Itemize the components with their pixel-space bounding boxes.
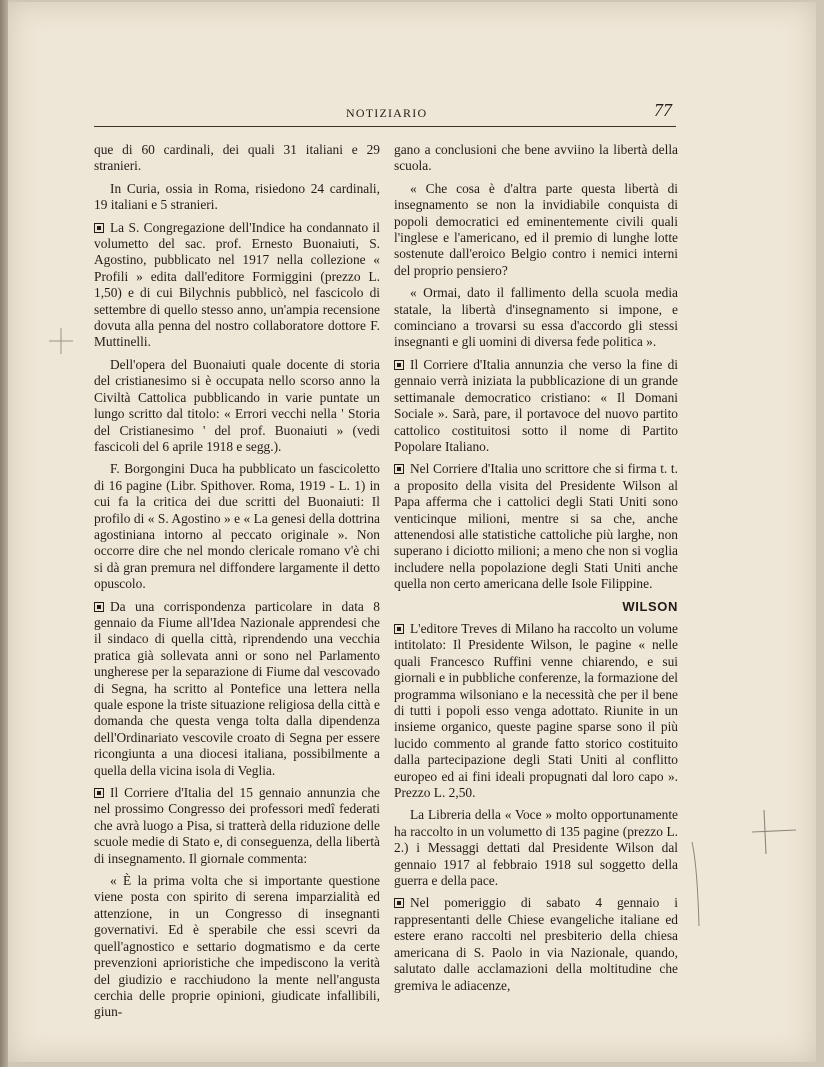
page-spine-shadow — [0, 0, 8, 1067]
paragraph-text: La Libreria della « Voce » molto opportunamente ha raccolto in un volumetto di 135 pagine (prezzo L. 2.) i Messaggi dettati dal Presidente Wilson dal gennaio 1917 al febbraio 1918 sul soggetto della guerra e della pace. — [394, 807, 678, 889]
paragraph-text: F. Borgongini Duca ha pubblicato un fascicoletto di 16 pagine (Libr. Spithover. Roma, 1919 - L. 1) in cui fa la critica dei due scritti del Buonaiuti: Il profilo di « S. Agostino » e « La genesi della dottrina agostiniana intorno al peccato originale ». Non occorre dire che nel mondo clericale romano v'è chi si dà gran premura nel diffondere largamente il detto opuscolo. — [94, 461, 380, 592]
section-heading: WILSON — [622, 598, 678, 614]
paragraph — [94, 461, 380, 592]
paragraph-text: Il Corriere d'Italia annunzia che verso la fine di gennaio verrà iniziata la pubblicazione di un grande settimanale democratico cristiano: « Il Domani Sociale ». Sarà, pare, il portavoce del nuovo partito cattolico costituitosi sotto il nome di Partito Popolare Italiano. — [394, 356, 678, 454]
paragraph — [394, 181, 678, 279]
pencil-cross-mark — [750, 808, 798, 856]
paragraph-text: que di 60 cardinali, dei quali 31 italiani e 29 stranieri. — [94, 142, 380, 174]
boxed-bullet-icon — [394, 360, 404, 370]
boxed-bullet-icon — [94, 602, 104, 612]
boxed-bullet-icon — [394, 624, 404, 634]
pencil-cross-mark — [46, 326, 76, 356]
paragraph-text: L'editore Treves di Milano ha raccolto un volume intitolato: Il Presidente Wilson, le pagine « nelle quali Francesco Ruffini venne chiarendo, e sui giornali e in pubbliche conferenze, la formazione del programma wilsoniano e la necessità che per il bene di tutti i popoli esso venga adottato. Riunite in un insieme organico, queste pagine sparse sono il più lucido commento al grande fatto storico costituito dalla partecipazione degli Stati Uniti al conflitto europeo ed ai fini ideali propugnati dal loro capo ». Prezzo L. 2,50. — [394, 620, 678, 801]
boxed-bullet-icon — [94, 788, 104, 798]
paragraph-text: La S. Congregazione dell'Indice ha condannato il volumetto del sac. prof. Ernesto Buonaiuti, S. Agostino, pubblicato nel 1917 nella collezione « Profili » edita dall'editore Formiggini (prezzo L. 1,50) e di cui Bilychnis pubblicò, nel fascicolo di settembre di quello stesso anno, un'ampia recensione dovuta alla penna del nostro collaboratore dottore F. Muttinelli. — [94, 219, 380, 350]
paragraph-text: Il Corriere d'Italia del 15 gennaio annunzia che nel prossimo Congresso dei professori medî federati che avrà luogo a Pisa, si tratterà della riduzione delle scuole medie di Stato e, di conseguenza, della libertà di insegnamento. Il giornale commenta: — [94, 785, 380, 866]
paragraph-text: gano a conclusioni che bene avviino la libertà della scuola. — [394, 142, 678, 174]
paragraph — [94, 357, 380, 455]
paragraph — [94, 785, 380, 867]
page-header — [94, 100, 676, 127]
paragraph-text: Dell'opera del Buonaiuti quale docente di storia del cristianesimo si è occupata nello scorso anno la Civiltà Cattolica pubblicando in varie puntate un lungo scritto dal titolo: « Errori vecchi nella ' Storia del Cristianesimo ' del prof. Buonaiuti » (vedi fascicoli del 6 aprile 1918 e segg.). — [94, 356, 380, 454]
paragraph — [394, 895, 678, 993]
paragraph-text: Nel Corriere d'Italia uno scrittore che si firma t. t. a proposito della visita del Presidente Wilson al Papa afferma che i cattolici degli Stati Uniti sono venticinque milioni, mentre si sa che, anche attenendosi alle statistiche cattoliche più larghe, non superano i diciotto milioni; a meno che non si voglia includere nella popolazione degli Stati Uniti anche quella non certo americana delle Isole Filippine. — [394, 461, 678, 592]
paragraph-text: « Che cosa è d'altra parte questa libertà di insegnamento se non la invidiabile conquista di popoli democratici ed eminentemente civili quali l'inglese e l'americano, ed il premio di lunghe lotte sostenute dall'eroico Belgio contro i nemici interni del proprio pensiero? — [394, 180, 678, 278]
paragraph — [394, 621, 678, 801]
paragraph — [394, 142, 678, 175]
left-column — [94, 142, 380, 1027]
paragraph — [94, 220, 380, 351]
page-number: 77 — [654, 100, 672, 120]
paragraph-text: « Ormai, dato il fallimento della scuola media statale, la libertà d'insegnamento si impone, e cominciano a trovarsi su essa d'accordo gli stessi insegnanti e gli uomini di diversa fede politica ». — [394, 285, 678, 350]
paragraph — [94, 599, 380, 779]
paragraph — [394, 285, 678, 351]
pencil-margin-line — [690, 840, 720, 930]
paragraph-text: « È la prima volta che si importante questione viene posta con spirito di serena imparzialità ed attenzione, in un Congresso di insegnanti governativi. Ed è sperabile che essi scevri da quell'agnostico e settario dogmatismo e da certe prevenzioni aprioristiche che impediscono la verità del giudizio e racchiudono la mente nell'angusta cerchia delle proprie opinioni, giudicate infallibili, giun- — [94, 873, 380, 1020]
paragraph-text: In Curia, ossia in Roma, risiedono 24 cardinali, 19 italiani e 5 stranieri. — [94, 180, 380, 213]
paragraph — [94, 873, 380, 1021]
paragraph-text: Da una corrispondenza particolare in data 8 gennaio da Fiume all'Idea Nazionale apprendesi che il sindaco di quella città, riprendendo una vecchia pratica già sollevata anni or sono nel Parlamento ungherese per la separazione di Fiume dal vescovado di Segna, ha scritto al Pontefice una lettera nella quale espone la triste situazione religiosa della città e domanda che questa venga tolta dalla dipendenza dell'Ordinariato vescovile croato di Segna per essere ricongiunta a una diocesi italiana, possibilmente a quella della vicina isola di Veglia. — [94, 598, 380, 778]
boxed-bullet-icon — [94, 223, 104, 233]
boxed-bullet-icon — [394, 898, 404, 908]
paragraph — [394, 461, 678, 592]
boxed-bullet-icon — [394, 464, 404, 474]
running-title: NOTIZIARIO — [346, 106, 428, 120]
paragraph-text: Nel pomeriggio di sabato 4 gennaio i rappresentanti delle Chiese evangeliche italiane ed estere erano raccolti nel presbiterio della chiesa americana di S. Paolo in via Nazionale, quando, salutato dalle acclamazioni della moltitudine che gremiva le adiacenze, — [394, 895, 678, 993]
right-column — [394, 142, 678, 1000]
paragraph — [394, 357, 678, 455]
paragraph — [94, 181, 380, 214]
paragraph — [394, 807, 678, 889]
paragraph — [94, 142, 380, 175]
